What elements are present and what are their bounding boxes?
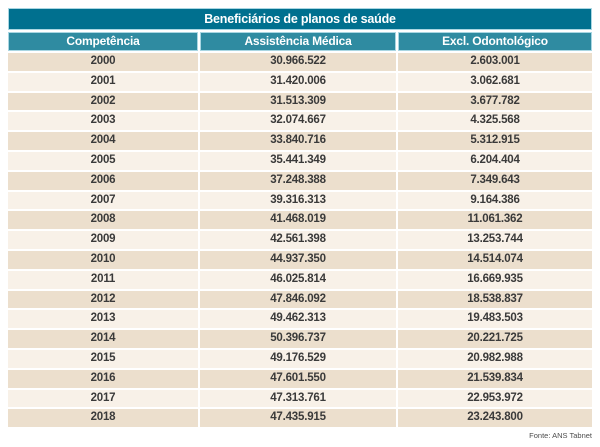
medical-value-cell: 44.937.350 [200,251,396,269]
table-title: Beneficiários de planos de saúde [8,8,592,30]
dental-value-cell: 18.538.837 [398,291,592,309]
year-cell: 2014 [8,330,198,348]
medical-value-cell: 31.420.006 [200,73,396,91]
medical-value-cell: 37.248.388 [200,172,396,190]
year-cell: 2012 [8,291,198,309]
year-cell: 2003 [8,112,198,130]
medical-value-cell: 50.396.737 [200,330,396,348]
dental-value-cell: 23.243.800 [398,409,592,427]
year-cell: 2008 [8,211,198,229]
table-row [8,271,592,289]
medical-value-cell: 47.313.761 [200,390,396,408]
dental-value-cell: 6.204.404 [398,152,592,170]
medical-value-cell: 41.468.019 [200,211,396,229]
medical-value-cell: 35.441.349 [200,152,396,170]
medical-value-cell: 32.074.667 [200,112,396,130]
beneficiaries-table [6,30,594,429]
source-note: Fonte: ANS Tabnet [529,431,592,441]
dental-value-cell: 19.483.503 [398,310,592,328]
year-cell: 2011 [8,271,198,289]
medical-value-cell: 47.846.092 [200,291,396,309]
table-row [8,73,592,91]
header-row [8,32,592,51]
table-row [8,310,592,328]
year-cell: 2009 [8,231,198,249]
table-row [8,132,592,150]
medical-value-cell: 47.435.915 [200,409,396,427]
table-row [8,370,592,388]
table-row [8,350,592,368]
dental-value-cell: 2.603.001 [398,53,592,71]
year-cell: 2015 [8,350,198,368]
dental-value-cell: 5.312.915 [398,132,592,150]
year-cell: 2001 [8,73,198,91]
medical-value-cell: 46.025.814 [200,271,396,289]
year-cell: 2002 [8,93,198,111]
dental-value-cell: 16.669.935 [398,271,592,289]
table-row [8,251,592,269]
col-header-assistencia-medica: Assistência Médica [200,32,396,51]
dental-value-cell: 7.349.643 [398,172,592,190]
year-cell: 2017 [8,390,198,408]
year-cell: 2013 [8,310,198,328]
table-row [8,172,592,190]
dental-value-cell: 21.539.834 [398,370,592,388]
table-row [8,409,592,427]
medical-value-cell: 39.316.313 [200,192,396,210]
year-cell: 2004 [8,132,198,150]
medical-value-cell: 33.840.716 [200,132,396,150]
medical-value-cell: 30.966.522 [200,53,396,71]
year-cell: 2016 [8,370,198,388]
dental-value-cell: 20.982.988 [398,350,592,368]
dental-value-cell: 20.221.725 [398,330,592,348]
table-row [8,93,592,111]
dental-value-cell: 3.677.782 [398,93,592,111]
dental-value-cell: 4.325.568 [398,112,592,130]
medical-value-cell: 47.601.550 [200,370,396,388]
table-row [8,192,592,210]
medical-value-cell: 49.176.529 [200,350,396,368]
table-row [8,211,592,229]
col-header-competencia: Competência [8,32,198,51]
table-row [8,231,592,249]
dental-value-cell: 14.514.074 [398,251,592,269]
year-cell: 2010 [8,251,198,269]
year-cell: 2006 [8,172,198,190]
table-row [8,152,592,170]
table-row [8,330,592,348]
year-cell: 2005 [8,152,198,170]
dental-value-cell: 3.062.681 [398,73,592,91]
dental-value-cell: 11.061.362 [398,211,592,229]
year-cell: 2018 [8,409,198,427]
medical-value-cell: 49.462.313 [200,310,396,328]
dental-value-cell: 9.164.386 [398,192,592,210]
year-cell: 2000 [8,53,198,71]
medical-value-cell: 42.561.398 [200,231,396,249]
table-row [8,291,592,309]
dental-value-cell: 13.253.744 [398,231,592,249]
year-cell: 2007 [8,192,198,210]
col-header-excl-odontologico: Excl. Odontológico [398,32,592,51]
medical-value-cell: 31.513.309 [200,93,396,111]
table-row [8,53,592,71]
dental-value-cell: 22.953.972 [398,390,592,408]
table-row [8,390,592,408]
table-row [8,112,592,130]
